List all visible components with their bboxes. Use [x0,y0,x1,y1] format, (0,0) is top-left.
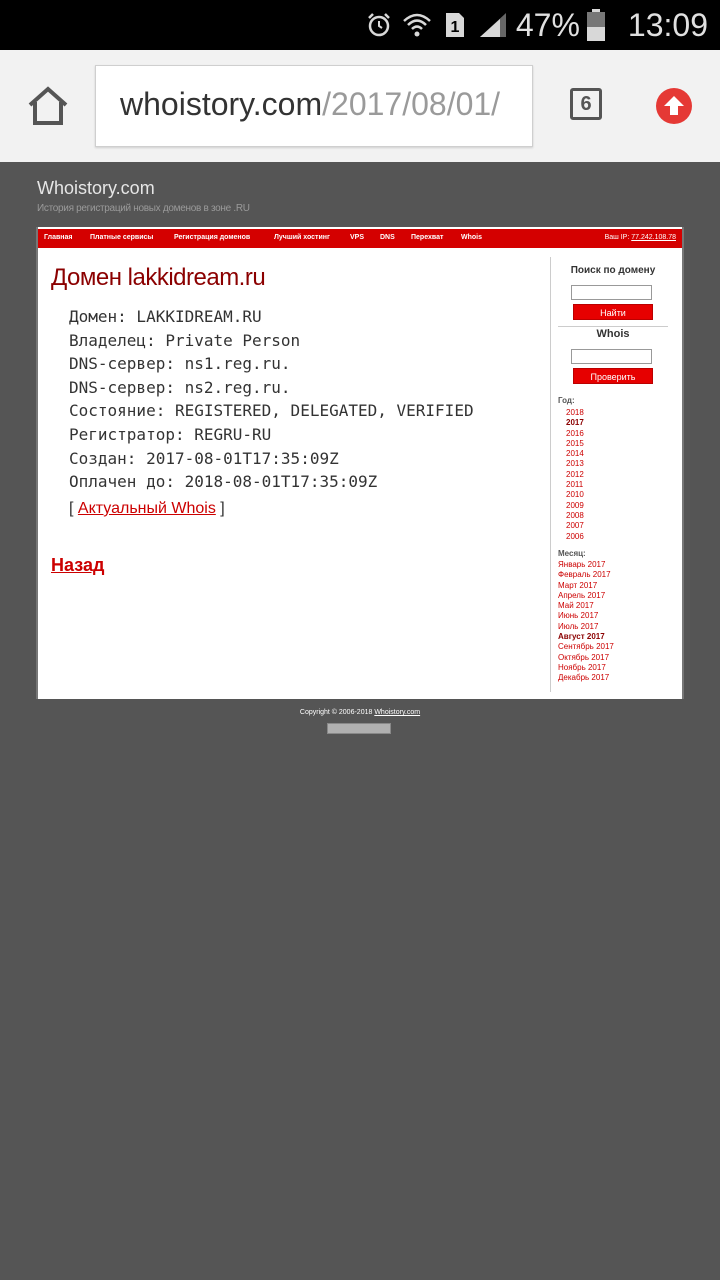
sim-number: 1 [450,19,460,36]
arrow-up-icon [656,88,692,124]
upload-button[interactable] [656,88,692,124]
month-link[interactable]: Декабрь 2017 [558,673,610,683]
month-link[interactable]: Май 2017 [558,601,594,611]
nav-item-dns[interactable]: DNS [380,234,395,241]
visitor-counter[interactable] [327,723,391,734]
ip-label: Ваш IP: [604,234,630,241]
whois-line-dns1: DNS-сервер: ns1.reg.ru. [69,354,291,374]
year-link[interactable]: 2015 [566,438,584,448]
url-path: /2017/08/01/ [322,86,501,122]
whois-line-status: Состояние: REGISTERED, DELEGATED, VERIFIED [69,401,474,421]
year-link[interactable]: 2014 [566,449,584,459]
nav-item-paid-services[interactable]: Платные сервисы [90,234,154,241]
sim-icon [440,10,470,40]
month-link[interactable]: Март 2017 [558,580,598,590]
year-link[interactable]: 2009 [566,500,584,510]
nav-item-whois[interactable]: Whois [461,234,482,241]
whois-line-created: Создан: 2017-08-01T17:35:09Z [69,448,339,468]
copyright-text: Copyright © 2006-2018 [299,709,373,716]
bracket-close: ] [220,500,225,517]
whois-line-registrar: Регистратор: REGRU-RU [69,424,272,444]
year-link[interactable]: 2013 [566,459,584,469]
domain-search-input[interactable] [571,285,652,300]
find-button[interactable]: Найти [573,304,653,320]
battery-icon [586,10,606,40]
signal-icon [478,10,508,40]
nav-item-interception[interactable]: Перехват [411,234,444,241]
whois-line-paid-till: Оплачен до: 2018-08-01T17:35:09Z [69,472,378,492]
copyright [0,709,720,716]
sidebar-divider [550,257,551,692]
page-title: Домен lakkidream.ru [51,264,266,291]
ip-link[interactable]: 77.242.108.78 [631,234,676,241]
copyright-link[interactable]: Whoistory.com [374,709,421,716]
url-host: whoistory.com [120,86,323,122]
site-subtitle: История регистраций новых доменов в зоне .RU [37,203,250,214]
home-icon[interactable] [27,86,69,126]
check-button[interactable]: Проверить [573,368,653,384]
bracket-open: [ [69,500,74,517]
whois-line-domain: Домен: LAKKIDREAM.RU [69,307,262,326]
month-link[interactable]: Апрель 2017 [558,590,606,600]
wifi-icon [402,10,432,40]
main-nav [38,229,682,248]
year-link[interactable]: 2010 [566,490,584,500]
site-title[interactable]: Whoistory.com [37,178,155,198]
browser-toolbar [0,50,720,162]
domain-search-heading: Поиск по домену [570,265,656,276]
month-link[interactable]: Февраль 2017 [558,570,611,580]
month-link-active[interactable]: Август 2017 [558,632,605,642]
back-link[interactable]: Назад [51,555,105,575]
month-link[interactable]: Сентябрь 2017 [558,642,614,652]
whois-record [69,305,474,494]
sidebar-divider-line [558,326,668,327]
clock: 13:09 [627,6,708,43]
year-list [566,408,584,542]
year-link[interactable]: 2011 [566,480,584,490]
year-link[interactable]: 2007 [566,521,584,531]
year-link[interactable]: 2006 [566,531,584,541]
month-link[interactable]: Ноябрь 2017 [558,662,606,672]
nav-item-best-hosting[interactable]: Лучший хостинг [274,234,330,241]
battery-percent: 47% [515,6,580,43]
month-label: Месяц: [558,549,586,558]
year-link[interactable]: 2008 [566,510,584,520]
address-bar[interactable] [95,65,533,147]
month-link[interactable]: Январь 2017 [558,560,606,569]
year-link[interactable]: 2012 [566,469,584,479]
month-link[interactable]: Июль 2017 [558,621,599,631]
nav-item-vps[interactable]: VPS [350,234,365,241]
nav-item-domain-registration[interactable]: Регистрация доменов [174,234,251,241]
month-link[interactable]: Июнь 2017 [558,611,599,621]
year-link[interactable]: 2016 [566,428,584,438]
whois-heading: Whois [596,328,630,340]
actual-whois-row [69,500,225,518]
ip-display [605,234,676,241]
year-link[interactable]: 2018 [566,408,584,417]
nav-item-home[interactable]: Главная [44,234,73,241]
year-label: Год: [558,396,575,405]
month-link[interactable]: Октябрь 2017 [558,652,610,662]
whois-line-owner: Владелец: Private Person [69,330,301,350]
alarm-icon [364,10,394,40]
status-bar [0,0,720,50]
whois-input[interactable] [571,349,652,364]
actual-whois-link[interactable]: Актуальный Whois [77,500,216,517]
tabs-button[interactable]: 6 [570,88,602,120]
month-list [558,560,614,684]
whois-line-dns2: DNS-сервер: ns2.reg.ru. [69,377,291,397]
year-link-active[interactable]: 2017 [566,418,584,428]
